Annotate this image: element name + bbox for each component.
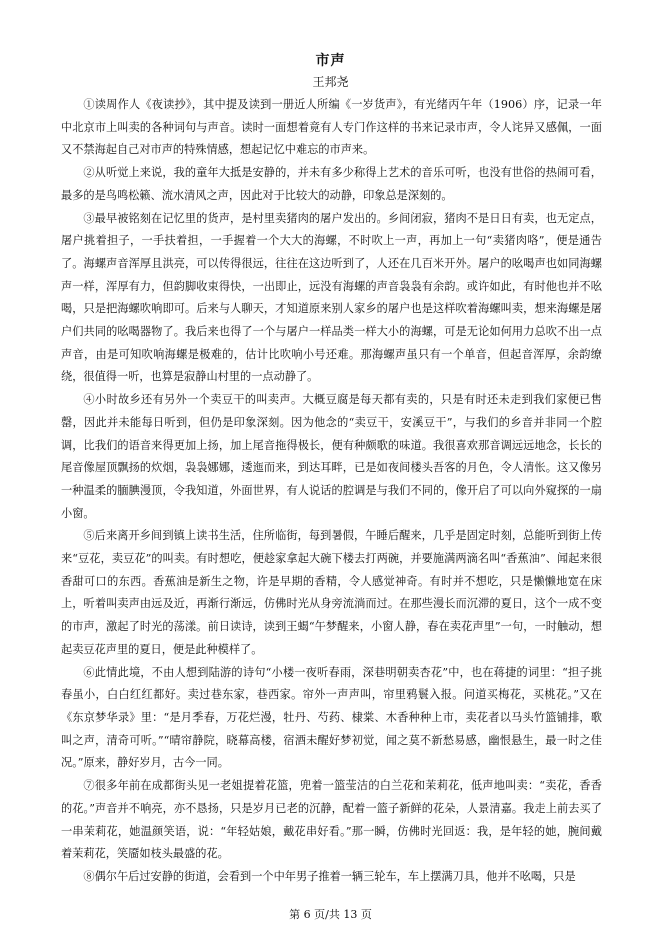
article-author: 王邦尧 xyxy=(312,75,349,89)
paragraph-1: ①读周作人《夜读抄》，其中提及读到一册近人所编《一岁货声》，有光绪丙午年（1906）序，记录一年中北京市上叫卖的各种词句与声音。读时一面想着竟有人专门作这样的书来记录市声，令人诧异又感佩，一面又不禁海起自己对市声的特殊情感，想起记忆中难忘的市声来。 xyxy=(61,98,602,157)
paragraph-6: ⑥此情此境，不由人想到陆游的诗句“小楼一夜听春雨，深巷明朝卖杏花”中，也在蒋捷的词里：“担子挑春虽小，白白红红都好。卖过巷东家，巷西家。帘外一声声叫，帘里鸦鬟入报。问道买梅花，买桃花。”又在《东京梦华录》里：“是月季春，万花烂漫，牡丹、芍药、棣棠、木香种种上市，卖花者以马头竹篮铺排，歌叫之声，清奇可听。”“晴帘静院，晓幕高楼，宿酒未醒好梦初觉，闻之莫不新愁易感，幽恨悬生，最一时之佳况。”原来，静好岁月，古今一同。 xyxy=(61,665,602,770)
paragraph-8: ⑧偶尔午后过安静的街道，会看到一个中年男子推着一辆三轮车，车上摆满刀具，他并不吆喝，只是 xyxy=(83,869,576,883)
article-body xyxy=(61,94,602,889)
page-number-footer: 第 6 页/共 13 页 xyxy=(289,908,372,921)
paragraph-7: ⑦很多年前在成都街头见一老姐提着花篮，兜着一篮莹洁的白兰花和茉莉花，低声地叫卖：“卖花，香香的花。”声音并不响亮，亦不恳扬，只是岁月已老的沉静，配着一篮子新鲜的花朵，人景清嘉。我走上前去买了一串茉莉花，她温颜笑语，说：“年轻姑娘，戴花串好看。”那一瞬，仿佛时光回返：我，是年轻的她，腕间戴着茉莉花，笑靥如枝头最盛的花。 xyxy=(61,779,602,861)
paragraph-2: ②从听觉上来说，我的童年大抵是安静的，并未有多少称得上艺术的音乐可听，也没有世俗的热闹可看，最多的是鸟鸣松籁、流水清风之声，因此对于比较大的动静，印象总是深刻的。 xyxy=(61,166,602,202)
paragraph-3: ③最早被铭刻在记忆里的货声，是村里卖猪肉的屠户发出的。乡间闭寂，猪肉不是日日有卖，也无定点，屠户挑着担子，一手扶着担，一手握着一个大大的海螺，不时吹上一声，再加上一句“卖猪肉咯”，便是通告了。海螺声音浑厚且洪亮，可以传得很远，往往在这边听到了，人还在几百米开外。屠户的吆喝声也如同海螺声一样，浑厚有力，但韵脚收束得快，一出即止，远没有海螺的声音袅袅有余韵。或许如此，有时他也并不吆喝，只是把海螺吹响即可。后来与人聊天，才知道原来别人家乡的屠户也是这样吹着海螺叫卖，想来海螺是屠户们共同的吆喝器物了。我后来也得了一个与屠户一样品类一样大小的海螺，可是无论如何用力总吹不出一点声音，由是可知吹响海螺是极难的，估计比吹响小号还难。那海螺声虽只有一个单音，但起音浑厚，余韵缭绕，很值得一听，也算是寂静山村里的一点动静了。 xyxy=(61,211,602,384)
article-title: 市声 xyxy=(315,53,346,69)
paragraph-4: ④小时故乡还有另外一个卖豆干的叫卖声。大概豆腐是每天都有卖的，只是有时还未走到我们家便已售罄，因此并未能每日听到，但仍是印象深刻。因为他念的“卖豆干，安溪豆干”，与我们的乡音并非同一个腔调，比我们的语音来得更加上扬，加上尾音拖得极长，便有种颇歌的味道。我很喜欢那音调远远地念，长长的尾音像屋顶飘扬的炊烟，袅袅娜娜，逶迤而来，到达耳畔，已是如夜间楼头吾客的月色，令人清怅。这又像另一种温柔的腼腆漫顶，令我知道，外面世界，有人说话的腔调是与我们不同的，像开启了可以向外窥探的一扇小窗。 xyxy=(61,393,602,520)
paragraph-5: ⑤后来离开乡间到镇上读书生活，住所临街，每到暑假，午睡后醒来，几乎是固定时刻，总能听到街上传来“豆花，卖豆花”的叫卖。有时想吃，便趁家拿起大碗下楼去打两碗，并要施满两滴名叫“香蕉油”、闻起来很香甜可口的东西。香蕉油是新生之物，许是早期的香精，令人感觉神奇。有时并不想吃，只是懒懒地宽在床上，听着叫卖声由远及近，再渐行渐远，仿佛时光从身旁流淌而过。在那些漫长而沉滞的夏日，这个一成不变的市声，激起了时光的荡漾。前日读诗，读到王蝎“午梦醒来，小窗人静，春在卖花声里”一句，一时触动，想起卖豆花声里的夏日，便是此种模样了。 xyxy=(61,529,602,656)
